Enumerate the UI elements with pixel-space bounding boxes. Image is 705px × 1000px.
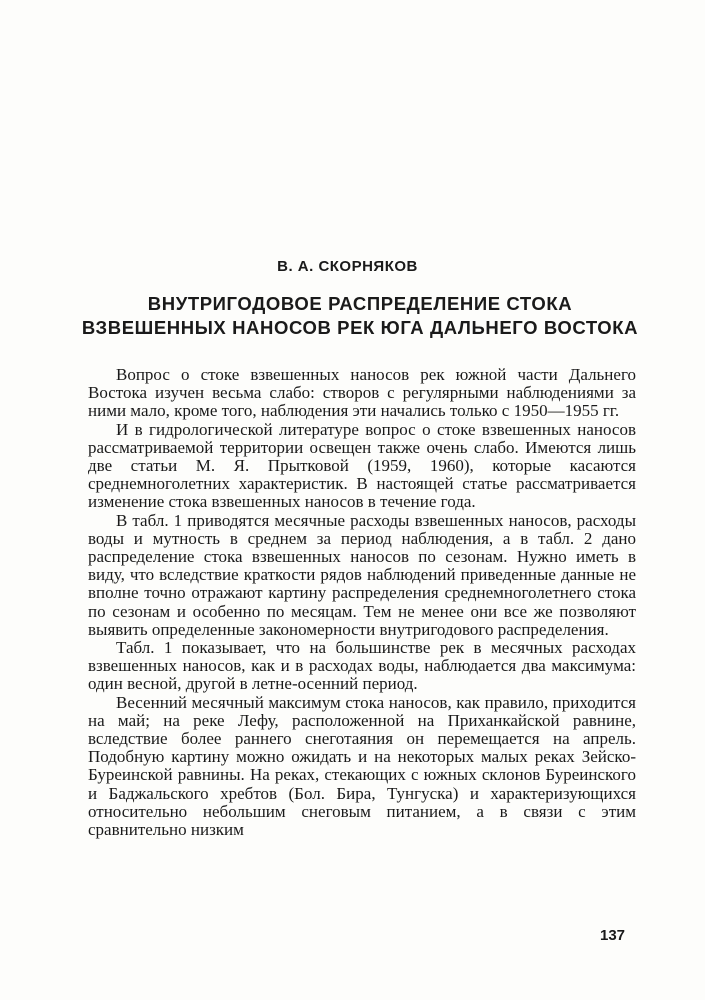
paragraph-5: Весенний месячный максимум стока наносов, как правило, приходится на май; на реке Лефу, расположенной на Приханкайской равнине, вследствие более раннего снеготаяния он перемещается на апрель. Подобную картину можно ожидать и на некоторых малых реках Зейско-Буреинской равнины. На реках, стекающих с южных склонов Буреинского и Баджальского хребтов (Бол. Бира, Тунгуска) и характеризующихся относительно небольшим снеговым питанием, а в связи с этим сравнительно низким	[88, 692, 636, 840]
paragraph-2: И в гидрологической литературе вопрос о стоке взвешенных наносов рассматриваемой территории освещен также очень слабо. Имеются лишь две статьи М. Я. Прытковой (1959, 1960), которые касаются среднемноголетних характеристик. В настоящей статье рассматривается изменение стока взвешенных наносов в течение года.	[88, 419, 636, 512]
paragraph-4: Табл. 1 показывает, что на большинстве рек в месячных расходах взвешенных наносов, как и в расходах воды, наблюдается два максимума: один весной, другой в летне-осенний период.	[88, 638, 636, 694]
paragraph-3: В табл. 1 приводятся месячные расходы взвешенных наносов, расходы воды и мутность в среднем за период наблюдения, а в табл. 2 дано распределение стока взвешенных наносов по сезонам. Нужно иметь в виду, что вследствие краткости рядов наблюдений приведенные данные не вполне точно отражают картину распределения среднемноголетнего стока по сезонам и особенно по месяцам. Тем не менее они все же позволяют выявить определенные закономерности внутригодового распределения.	[88, 510, 636, 639]
article-body	[88, 366, 636, 839]
author-name: В. А. СКОРНЯКОВ	[277, 258, 418, 275]
page-number: 137	[600, 927, 626, 944]
title-line-1: ВНУТРИГОДОВОЕ РАСПРЕДЕЛЕНИЕ СТОКА	[147, 293, 573, 314]
title-line-2: ВЗВЕШЕННЫХ НАНОСОВ РЕК ЮГА ДАЛЬНЕГО ВОСТОКА	[81, 317, 639, 338]
paragraph-1: Вопрос о стоке взвешенных наносов рек южной части Дальнего Востока изучен весьма слабо: створов с регулярными наблюдениями за ними мало, кроме того, наблюдения эти начались только с 1950—1955 гг.	[88, 365, 636, 421]
article-title	[60, 292, 660, 340]
